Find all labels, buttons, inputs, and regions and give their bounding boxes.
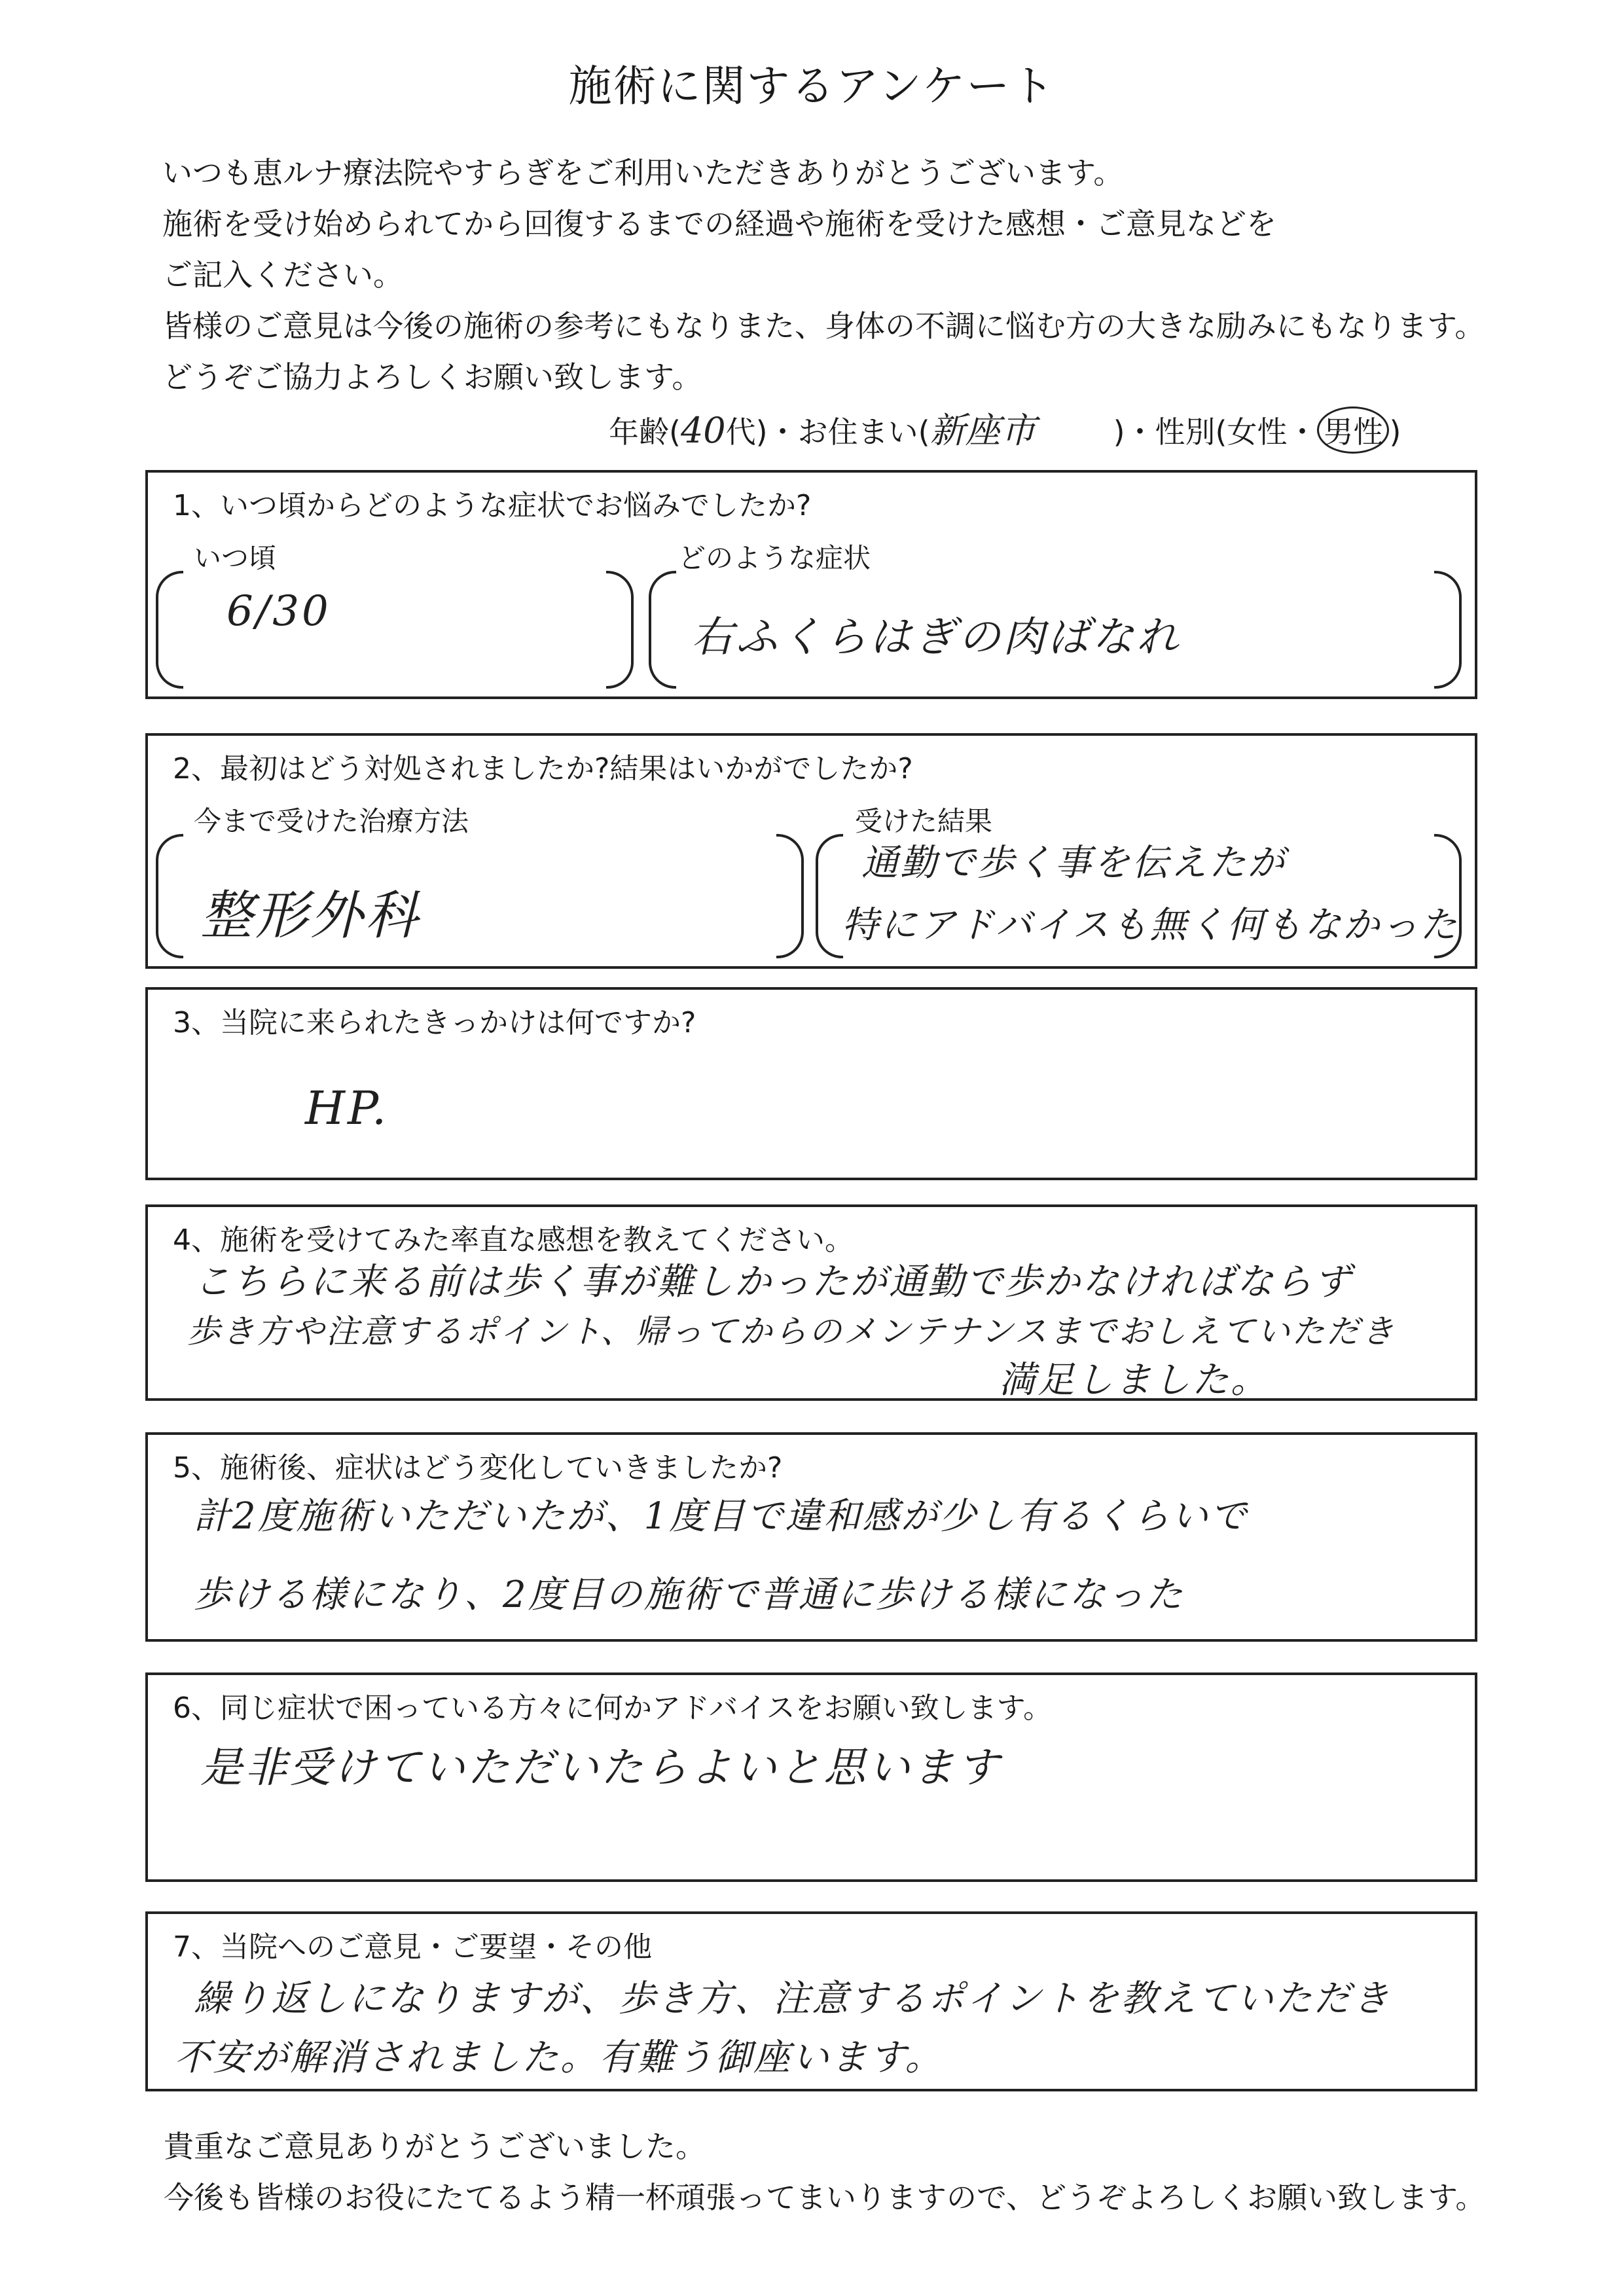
result-label: 受けた結果	[855, 805, 993, 837]
question-4-box	[145, 1204, 1477, 1401]
question-7-answer-line-1[interactable]: 繰り返しになりますが、歩き方、注意するポイントを教えていただき	[194, 1978, 1391, 2020]
age-suffix: 代)・お住まい(	[725, 414, 930, 450]
right-bracket	[776, 834, 804, 958]
question-3-label: 3、当院に来られたきっかけは何ですか?	[173, 1006, 696, 1039]
symptom-label: どのような症状	[678, 542, 871, 574]
question-5-answer-line-2[interactable]: 歩ける様になり、2度目の施術で普通に歩ける様になった	[194, 1574, 1185, 1616]
left-bracket	[156, 571, 183, 689]
question-7-label: 7、当院へのご意見・ご要望・その他	[173, 1930, 652, 1964]
right-bracket	[1434, 571, 1462, 689]
intro-line: どうぞご協力よろしくお願い致します。	[162, 359, 702, 395]
left-bracket	[649, 571, 676, 689]
gender-suffix: )	[1389, 414, 1401, 450]
age-field[interactable]: 40	[680, 410, 726, 451]
intro-line: 施術を受け始められてから回復するまでの経過や施術を受けた感想・ご意見などを	[162, 206, 1276, 242]
symptom-answer[interactable]: 右ふくらはぎの肉ばなれ	[691, 613, 1181, 662]
question-6-box	[145, 1672, 1477, 1882]
question-7-answer-line-2[interactable]: 不安が解消されました。有難う御座います。	[174, 2036, 944, 2079]
question-5-label: 5、施術後、症状はどう変化していきましたか?	[173, 1451, 783, 1485]
question-6-answer[interactable]: 是非受けていただいたらよいと思います	[200, 1744, 1001, 1792]
closing-text	[164, 2121, 1485, 2223]
question-3-answer[interactable]: HP.	[305, 1081, 389, 1135]
treatment-answer[interactable]: 整形外科	[200, 885, 420, 946]
question-6-label: 6、同じ症状で困っている方々に何かアドバイスをお願い致します。	[173, 1691, 1053, 1725]
question-7-box	[145, 1911, 1477, 2091]
question-5-box	[145, 1432, 1477, 1642]
when-answer[interactable]: 6/30	[226, 587, 331, 636]
question-4-answer-line-3[interactable]: 満足しました。	[999, 1359, 1269, 1401]
question-4-answer-line-1[interactable]: こちらに来る前は歩く事が難しかったが通勤で歩かなければならず	[194, 1261, 1352, 1303]
question-3-box	[145, 987, 1477, 1180]
page-title: 施術に関するアンケート	[568, 61, 1056, 111]
intro-line: 皆様のご意見は今後の施術の参考にもなりまた、身体の不調に悩む方の大きな励みにもなります。	[162, 308, 1485, 344]
age-prefix: 年齢(	[609, 414, 681, 450]
result-answer-line-2[interactable]: 特にアドバイスも無く何もなかった	[842, 904, 1459, 947]
respondent-info	[609, 403, 1401, 454]
intro-line: いつも恵ルナ療法院やすらぎをご利用いただきありがとうございます。	[162, 155, 1124, 190]
residence-field[interactable]: 新座市	[929, 410, 1036, 451]
question-1-label: 1、いつ頃からどのような症状でお悩みでしたか?	[173, 489, 812, 522]
left-bracket	[156, 834, 183, 958]
right-bracket	[606, 571, 634, 689]
question-1-box	[145, 470, 1477, 699]
result-answer-line-1[interactable]: 通勤で歩く事を伝えたが	[861, 842, 1286, 884]
question-2-label: 2、最初はどう対処されましたか?結果はいかがでしたか?	[173, 752, 913, 786]
intro-line: ご記入ください。	[162, 257, 403, 293]
gender-selected[interactable]: 男性	[1317, 407, 1389, 454]
question-4-label: 4、施術を受けてみた率直な感想を教えてください。	[173, 1223, 854, 1257]
question-4-answer-line-2[interactable]: 歩き方や注意するポイント、帰ってからのメンテナンスまでおしえていただき	[187, 1312, 1396, 1350]
question-5-answer-line-1[interactable]: 計2度施術いただいたが、1度目で違和感が少し有るくらいで	[194, 1495, 1249, 1538]
when-label: いつ頃	[194, 542, 277, 574]
residence-suffix: )・性別(女性・	[1113, 414, 1318, 450]
treatment-label: 今まで受けた治療方法	[194, 805, 469, 837]
intro-text	[162, 147, 1504, 403]
left-bracket	[816, 834, 843, 958]
question-2-box	[145, 733, 1477, 969]
closing-line: 今後も皆様のお役にたてるよう精一杯頑張ってまいりますので、どうぞよろしくお願い致します。	[164, 2180, 1486, 2215]
closing-line: 貴重なご意見ありがとうございました。	[164, 2129, 706, 2164]
